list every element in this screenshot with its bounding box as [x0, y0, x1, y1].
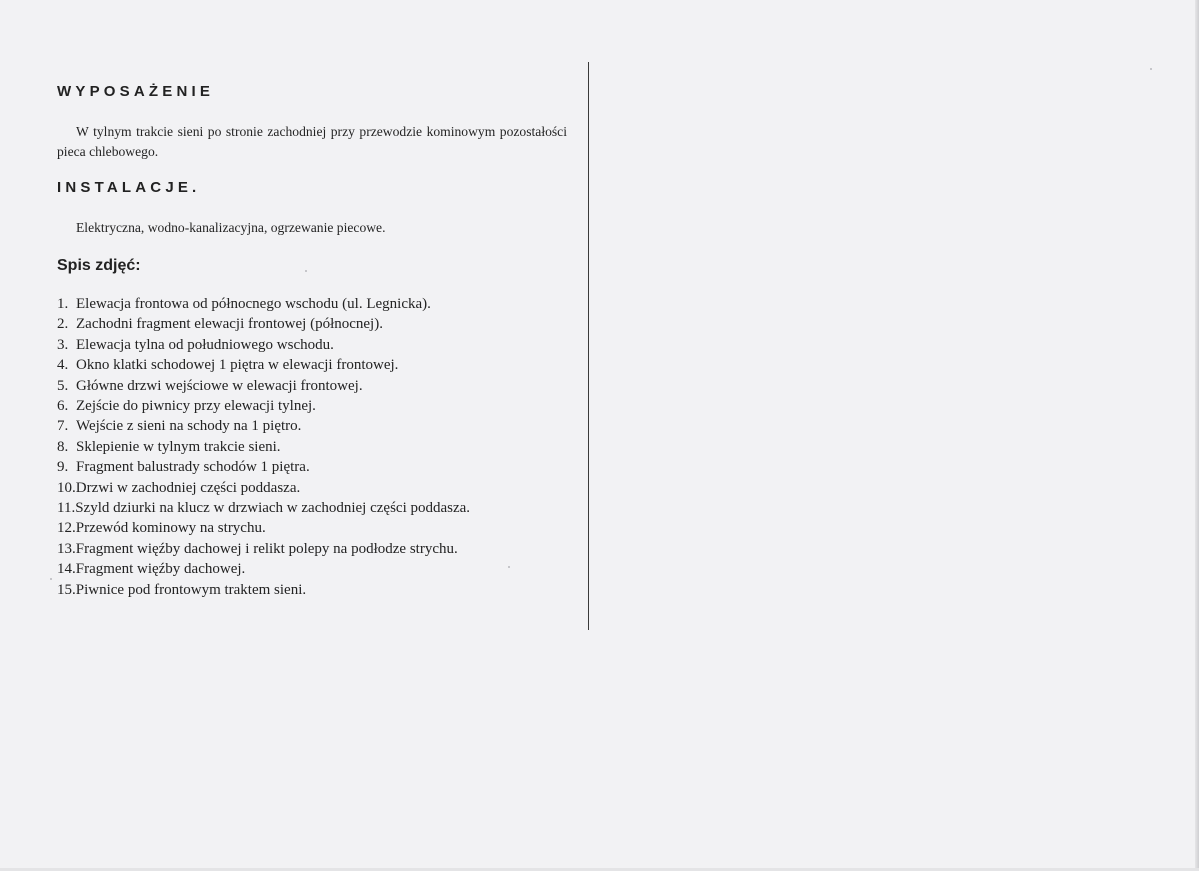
photo-list-item — [57, 518, 567, 538]
section-heading-wyposazenie: WYPOSAŻENIE — [57, 83, 215, 100]
photo-item-text: Szyld dziurki na klucz w drzwiach w zachodniej części poddasza. — [75, 500, 471, 517]
column-divider-line — [588, 62, 589, 630]
photo-item-text: Fragment balustrady schodów 1 piętra. — [76, 459, 310, 476]
photo-list-item — [57, 457, 567, 477]
photo-item-number: 12. — [57, 520, 76, 537]
left-column — [57, 82, 567, 600]
photo-list-item — [57, 580, 567, 600]
photo-item-number: 5. — [57, 377, 69, 394]
photo-item-number: 11. — [57, 500, 76, 517]
photo-item-number: 9. — [57, 459, 69, 476]
photo-item-text: Zejście do piwnicy przy elewacji tylnej. — [76, 398, 316, 415]
photo-list-item — [57, 559, 567, 579]
photo-list-item — [57, 294, 567, 314]
photo-item-number: 7. — [57, 418, 69, 435]
section-heading-instalacje: INSTALACJE. — [57, 179, 201, 196]
photo-item-text: Drzwi w zachodniej części poddasza. — [75, 479, 301, 496]
scan-edge-right — [1195, 0, 1199, 871]
photo-list-item — [57, 478, 567, 498]
photo-item-text: Główne drzwi wejściowe w elewacji frontowej. — [76, 377, 363, 394]
photo-item-number: 13. — [57, 540, 76, 557]
photo-item-number: 3. — [57, 336, 69, 353]
section-text-wyposazenie: W tylnym trakcie sieni po stronie zachodniej przy przewodzie kominowym pozostałości pieca chlebowego. — [57, 124, 567, 159]
photo-item-number: 8. — [57, 438, 69, 455]
photo-list-item — [57, 498, 567, 518]
photo-item-number: 15. — [57, 581, 76, 598]
photo-item-number: 2. — [57, 316, 69, 333]
scan-speck — [1150, 68, 1152, 70]
scan-speck — [508, 566, 510, 568]
photo-item-number: 1. — [57, 296, 69, 312]
photo-item-text: Piwnice pod frontowym traktem sieni. — [75, 581, 307, 598]
photo-item-number: 14. — [57, 561, 76, 578]
photo-item-text: Elewacja frontowa od północnego wschodu (ul. Legnicka). — [76, 296, 431, 312]
photo-item-text: Zachodni fragment elewacji frontowej (północnej). — [76, 316, 383, 333]
photo-list-item — [57, 335, 567, 355]
photo-list-item — [57, 539, 567, 559]
photo-item-text: Elewacja tylna od południowego wschodu. — [76, 336, 334, 353]
photo-list-item — [57, 396, 567, 416]
scan-speck — [50, 578, 52, 580]
photo-list-item — [57, 314, 567, 334]
photo-list-item — [57, 376, 567, 396]
photo-item-number: 10. — [57, 479, 76, 496]
photo-item-text: Fragment więźby dachowej. — [75, 561, 246, 578]
photo-item-text: Fragment więźby dachowej i relikt polepy na podłodze strychu. — [75, 540, 458, 557]
photo-item-number: 6. — [57, 398, 69, 415]
photo-item-text: Sklepienie w tylnym trakcie sieni. — [76, 438, 281, 455]
photo-list-item — [57, 416, 567, 436]
photo-item-text: Okno klatki schodowej 1 piętra w elewacji frontowej. — [76, 357, 399, 374]
section-text-instalacje: Elektryczna, wodno-kanalizacyjna, ogrzewanie piecowe. — [76, 220, 386, 235]
photo-item-text: Wejście z sieni na schody na 1 piętro. — [76, 418, 302, 435]
photo-list-item — [57, 437, 567, 457]
photo-list-heading: Spis zdjęć: — [57, 257, 141, 274]
photo-item-text: Przewód kominowy na strychu. — [75, 520, 266, 537]
photo-list — [57, 294, 567, 600]
scan-speck — [305, 270, 307, 272]
photo-list-item — [57, 355, 567, 375]
photo-item-number: 4. — [57, 357, 69, 374]
